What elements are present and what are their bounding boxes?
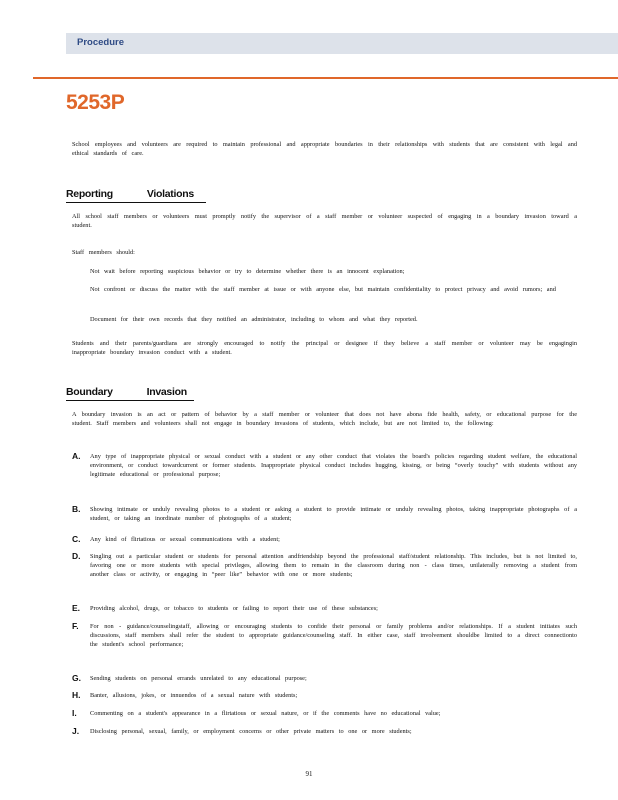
boundary-item: Providing alcohol, drugs, or tobacco to students or failing to report their use of these substances; xyxy=(90,605,378,612)
boundary-item: Sending students on personal errands unrelated to any educational purpose; xyxy=(90,675,307,682)
policy-number: 5253P xyxy=(66,91,125,114)
page-number: 91 xyxy=(305,770,313,778)
item-letter: C. xyxy=(72,534,81,544)
parents-paragraph: Students and their parents/guardians are strongly encouraged to notify the principal or designee if they believe a staff member or volunteer may be engagingin inappropriate boundary invasion conduct with a student. xyxy=(72,340,577,356)
boundary-heading-rule xyxy=(66,400,194,401)
item-letter: H. xyxy=(72,690,81,700)
boundary-item: For non - guidance/counselingstaff, allowing or encouraging students to confide their personal or family problems and/or relationships. If a student initiates such discussions, staff members shall refer the student to appropriate guidance/counseling staff. In either case, staff involvement shouldbe limited to a direct connectionto the student's school performance; xyxy=(90,623,577,648)
boundary-heading-word2: Invasion xyxy=(146,386,187,398)
staff-should-line: Staff members should: xyxy=(72,249,135,256)
header-band xyxy=(66,33,618,54)
header-rule xyxy=(33,77,618,79)
header-label: Procedure xyxy=(77,37,124,48)
boundary-item: Any type of inappropriate physical or sexual conduct with a student or any other conduct that violates the board's policies regarding student welfare, the educational environment, or conduct towardcurrent or former students. Inappropriate physical conduct includes hugging, kissing, or being “overly touchy” with students without any legitimate educational or professional purpose; xyxy=(90,453,577,478)
reporting-heading xyxy=(66,188,194,200)
item-letter: I. xyxy=(72,708,77,718)
reporting-bullet: Document for their own records that they notified an administrator, including to whom and what they reported. xyxy=(90,316,418,323)
boundary-paragraph: A boundary invasion is an act or pattern of behavior by a staff member or volunteer that does not have abona fide health, safety, or educational purpose for the student. Staff members and volunteers shall not engage in boundary invasions of students, which include, but are not limited to, the following: xyxy=(72,411,577,427)
item-letter: E. xyxy=(72,603,81,613)
boundary-item: Showing intimate or unduly revealing photos to a student or asking a student to provide intimate or unduly revealing photos, taking inappropriate photographs of a student, or taking an inordinate number of photographs of a student; xyxy=(90,506,577,522)
boundary-item: Any kind of flirtatious or sexual communications with a student; xyxy=(90,536,280,543)
reporting-heading-word1: Reporting xyxy=(66,188,113,200)
boundary-item: Banter, allusions, jokes, or innuendos of a sexual nature with students; xyxy=(90,692,298,699)
reporting-paragraph: All school staff members or volunteers must promptly notify the supervisor of a staff member or volunteer suspected of engaging in a boundary invasion toward a student. xyxy=(72,213,577,229)
item-letter: B. xyxy=(72,504,81,514)
reporting-bullet: Not confront or discuss the matter with the staff member at issue or with anyone else, but maintain confidentiality to protect privacy and avoid rumors; and xyxy=(90,286,556,293)
boundary-heading xyxy=(66,386,187,398)
item-letter: F. xyxy=(72,621,79,631)
boundary-item: Commenting on a student's appearance in a flirtatious or sexual nature, or if the comments have no educational value; xyxy=(90,710,441,717)
item-letter: J. xyxy=(72,726,80,736)
reporting-heading-word2: Violations xyxy=(146,188,194,200)
reporting-bullet: Not wait before reporting suspicious behavior or try to determine whether there is an innocent explanation; xyxy=(90,268,405,275)
item-letter: G. xyxy=(72,673,81,683)
boundary-heading-word1: Boundary xyxy=(66,386,113,398)
boundary-item: Singling out a particular student or students for personal attention andfriendship beyond the professional staff/student relationship. This includes, but is not limited to, favoring one or more students with special privileges, allowing them to remain in the classroom during non - class times, unilaterally removing a student from another class or activity, or engaging in “peer like” behavior with one or more students; xyxy=(90,553,577,578)
boundary-item: Disclosing personal, sexual, family, or employment concerns or other private matters to one or more students; xyxy=(90,728,412,735)
item-letter: A. xyxy=(72,451,81,461)
reporting-heading-rule xyxy=(66,202,206,203)
intro-paragraph: School employees and volunteers are required to maintain professional and appropriate boundaries in their relationships with students that are consistent with legal and ethical standards of care. xyxy=(72,141,577,157)
item-letter: D. xyxy=(72,551,81,561)
